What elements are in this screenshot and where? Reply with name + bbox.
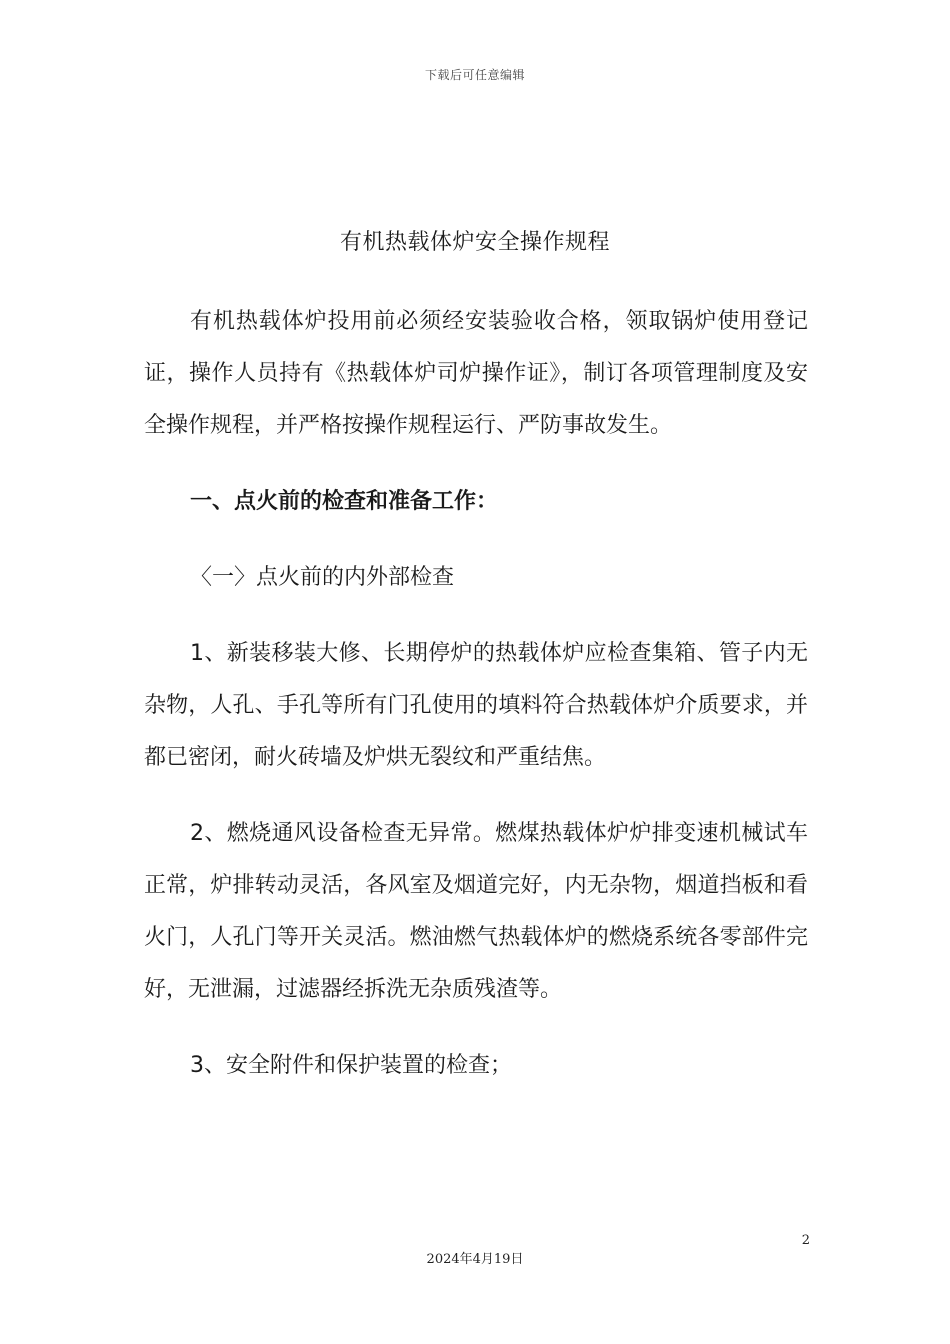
list-item-2: 2、燃烧通风设备检查无异常。燃煤热载体炉炉排变速机械试车正常，炉排转动灵活，各风室及烟道完好，内无杂物，烟道挡板和看火门，人孔门等开关灵活。燃油燃气热载体炉的燃烧系统各零部件完好，无泄漏，过滤器经拆洗无杂质残渣等。: [144, 821, 808, 1002]
document-title: 有机热载体炉安全操作规程: [339, 230, 610, 255]
intro-paragraph: 有机热载体炉投用前必须经安装验收合格，领取锅炉使用登记证，操作人员持有《热载体炉司炉操作证》，制订各项管理制度及安全操作规程，并严格按操作规程运行、严防事故发生。: [144, 309, 808, 438]
page-number: 2: [801, 1233, 810, 1248]
header-note: 下载后可任意编辑: [424, 68, 525, 82]
footer-date: 2024年4月19日: [426, 1252, 524, 1267]
subsection-heading: 〈一〉点火前的内外部检查: [190, 565, 455, 590]
list-item-3: 3、安全附件和保护装置的检查；: [190, 1053, 512, 1078]
list-item-1: 1、新装移装大修、长期停炉的热载体炉应检查集箱、管子内无杂物，人孔、手孔等所有门孔使用的填料符合热载体炉介质要求，并都已密闭，耐火砖墙及炉烘无裂纹和严重结焦。: [144, 641, 808, 770]
document-body: [144, 296, 808, 1116]
section-heading: 一、点火前的检查和准备工作：: [190, 489, 499, 514]
